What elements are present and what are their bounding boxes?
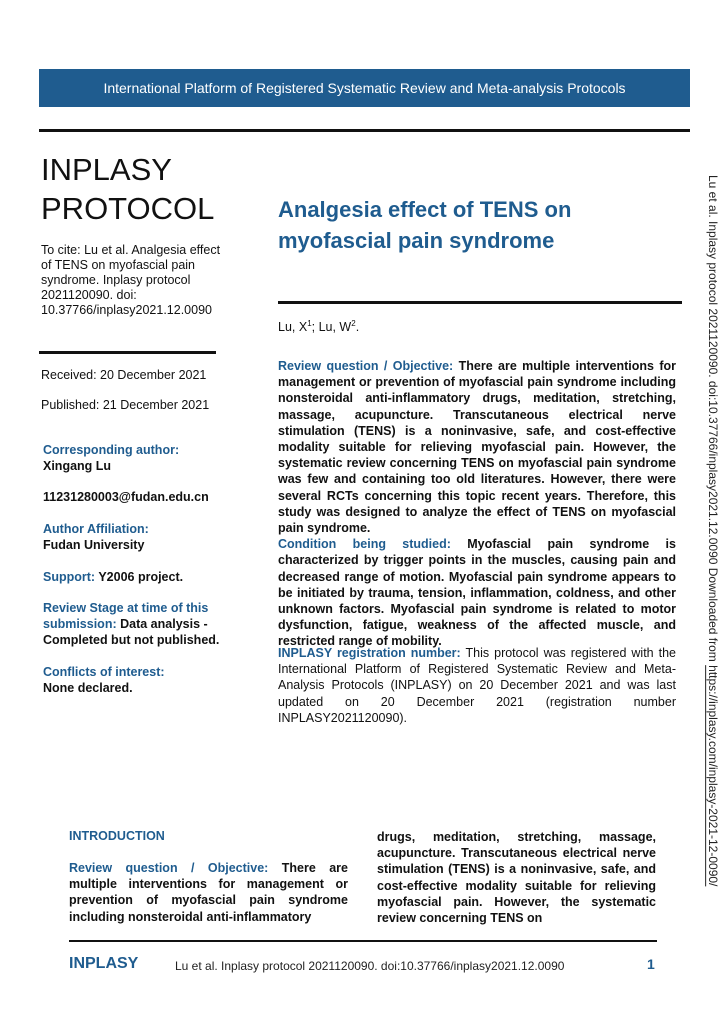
abstract-condition-text: Myofascial pain syndrome is characterized by trigger points in the muscles, causing pain and decreased range of motion. Myofascial pain syndrome appears to be initiated by trauma, tension, inflammation, coldness, and other unknown factors. Myofascial pain syndrome is related to motor dysfunction, fatigue, weakness of the affected muscle, and restricted range of mobility. [278,537,676,649]
author-1: Lu, X [278,320,308,335]
corresponding-author [43,442,238,474]
author-list [278,319,359,334]
abstract-review-label: Review question / Objective: [278,359,454,373]
brand-title-line1: INPLASY [41,152,172,187]
footer-cite: Lu et al. Inplasy protocol 2021120090. doi:10.37766/inplasy2021.12.0090 [175,959,565,973]
corresponding-label: Corresponding author: [43,443,180,457]
vertical-citation [706,175,720,886]
abstract-review [278,358,676,536]
protocol-brand-title [41,150,214,228]
corresponding-name: Xingang Lu [43,459,112,473]
footer-rule [69,940,657,942]
download-link[interactable]: https://inplasy.com/inplasy-2021-12-0090/ [706,665,720,887]
stage-label: Review Stage at time of this submission: [43,601,209,631]
header-banner: International Platform of Registered Systematic Review and Meta-analysis Protocols [39,69,690,107]
registration-label: INPLASY registration number: [278,646,461,660]
support-info [43,569,238,585]
abstract-condition [278,536,676,649]
author-2-sup: 2 [351,319,356,328]
conflicts-of-interest [43,664,238,696]
registration-text: This protocol was registered with the International Platform of Registered Systematic Review and Meta-Analysis Protocols (INPLASY) on 20 December 2021 and was last updated on 20 December 2021 (registration number INPLASY2021120090). [278,646,676,725]
introduction-col1 [69,860,348,925]
abstract [278,358,676,650]
review-stage [43,600,238,648]
intro-col1-text: There are multiple interventions for management or prevention of myofascial pain syndrome including nonsteroidal anti-inflammatory [69,861,348,924]
affiliation-label: Author Affiliation: [43,522,149,536]
author-1-sup: 1 [307,319,312,328]
conflicts-label: Conflicts of interest: [43,665,165,679]
cite-text: To cite: Lu et al. Analgesia effect of TENS on myofascial pain syndrome. Inplasy protocol 2021120090. doi: 10.37766/inplasy2021.12.0090 [41,243,221,317]
support-value: Y2006 project. [98,570,184,584]
published-date: Published: 21 December 2021 [41,398,210,412]
article-title: Analgesia effect of TENS on myofascial pain syndrome [278,197,572,253]
title-rule [278,301,682,304]
abstract-condition-label: Condition being studied: [278,537,451,552]
intro-review-label: Review question / Objective: [69,861,269,875]
conflicts-value: None declared. [43,681,133,695]
registration-info [278,645,676,726]
sidebar-rule [39,351,216,354]
author-affiliation [43,521,238,553]
affiliation-value: Fudan University [43,538,145,552]
brand-title-line2: PROTOCOL [41,191,215,226]
abstract-review-text: There are multiple interventions for management or prevention of myofascial pain syndrome including nonsteroidal anti-inflammatory drugs, meditation, stretching, massage, acupuncture. Transcutaneous electrical nerve stimulation (TENS) is a noninvasive, safe, and cost-effective modality suitable for relieving myofascial pain. However, the systematic review concerning TENS on myofascial pain syndrome was few and containing too old literatures. However, there were several RCTs concerning this topic recent years. Therefore, this study was designed to analyze the effect of TENS on myofascial pain syndrome. [278,359,676,536]
footer-brand: INPLASY [69,955,139,972]
introduction-heading: INTRODUCTION [69,829,165,843]
page-number: 1 [647,956,655,972]
vertical-citation-text: Lu et al. Inplasy protocol 2021120090. doi:10.37766/inplasy2021.12.0090 Downloaded from [706,175,720,666]
stage-value: Data analysis - Completed but not published. [43,617,220,647]
author-end: . [355,320,360,335]
top-rule [39,129,690,132]
introduction-col2: drugs, meditation, stretching, massage, acupuncture. Transcutaneous electrical nerve stimulation (TENS) is a noninvasive, safe, and cost-effective modality suitable for relieving myofascial pain. However, the systematic review concerning TENS on [377,830,656,926]
received-date: Received: 20 December 2021 [41,368,207,382]
support-label: Support: [43,570,96,584]
author-email[interactable]: 11231280003@fudan.edu.cn [43,490,209,504]
author-2: ; Lu, W [311,320,352,335]
